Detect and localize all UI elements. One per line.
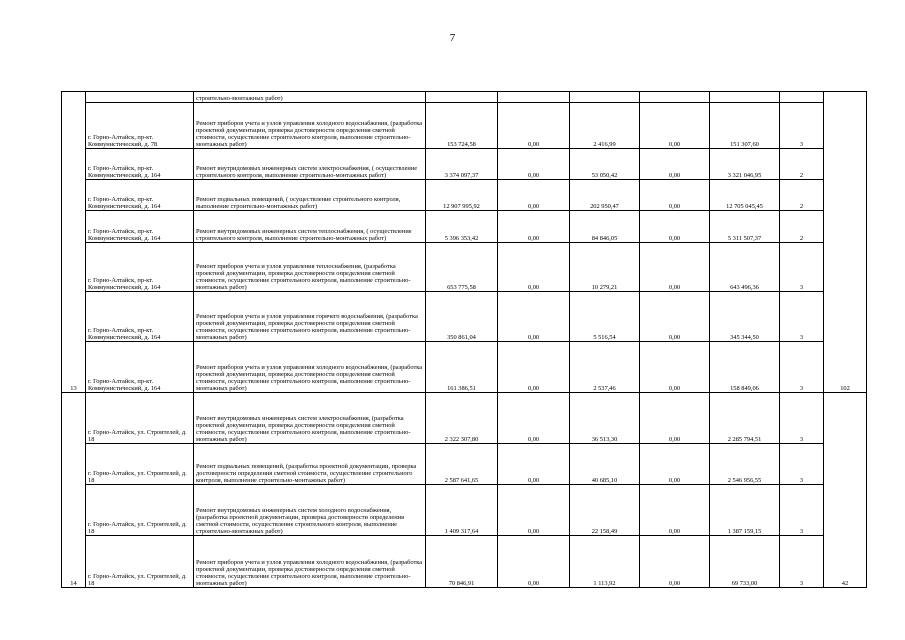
value-cell: 69 733,00 — [710, 536, 780, 588]
table-row — [62, 103, 867, 149]
value-cell: 158 849,06 — [710, 342, 780, 393]
address-cell: г. Горно-Алтайск, пр-кт. Коммунистический, д. 164 — [86, 149, 194, 180]
work-cell: Ремонт приборов учета и узлов управления холодного водоснабжения, (разработка проектной документации, проверка достоверности определения сметной стоимости, осуществление строительного контроля, выполнение строительно-монтажных работ) — [194, 342, 426, 393]
table-row — [62, 243, 867, 292]
term-cell: 3 — [780, 342, 824, 393]
term-cell: 2 — [780, 149, 824, 180]
total-cost-cell — [426, 92, 498, 103]
value-cell: 0,00 — [640, 292, 710, 342]
term-cell — [780, 92, 824, 103]
value-cell: 1 387 159,15 — [710, 485, 780, 536]
address-cell: г. Горно-Алтайск, ул. Строителей, д. 18 — [86, 393, 194, 444]
capital-repair-table — [61, 91, 867, 588]
value-cell: 2 285 794,51 — [710, 393, 780, 444]
value-cell: 53 050,42 — [570, 149, 640, 180]
value-cell: 0,00 — [498, 103, 570, 149]
value-cell: 0,00 — [498, 149, 570, 180]
term-cell: 3 — [780, 292, 824, 342]
total-cost-cell: 653 775,58 — [426, 243, 498, 292]
value-cell: 2 416,99 — [570, 103, 640, 149]
value-cell: 0,00 — [498, 485, 570, 536]
table-row — [62, 393, 867, 444]
value-cell: 36 513,30 — [570, 393, 640, 444]
work-cell: Ремонт внутридомовых инженерных систем электроснабжения, ( осуществление строительного контроля, выполнение строительно-монтажных работ) — [194, 149, 426, 180]
address-cell: г. Горно-Алтайск, ул. Строителей, д. 18 — [86, 536, 194, 588]
total-cost-cell: 1 409 317,64 — [426, 485, 498, 536]
value-cell: 84 846,05 — [570, 211, 640, 243]
work-cell: Ремонт приборов учета и узлов управления теплоснабжения, (разработка проектной документации, проверка достоверности определения сметной стоимости, осуществление строительного контроля, выполнение строительно-монтажных работ) — [194, 243, 426, 292]
value-cell: 0,00 — [498, 342, 570, 393]
value-cell: 22 158,49 — [570, 485, 640, 536]
address-cell: г. Горно-Алтайск, пр-кт. Коммунистический, д. 164 — [86, 292, 194, 342]
address-cell: г. Горно-Алтайск, пр-кт. Коммунистический, д. 78 — [86, 103, 194, 149]
value-cell: 0,00 — [640, 180, 710, 211]
value-cell: 0,00 — [498, 444, 570, 485]
total-cost-cell: 5 396 353,42 — [426, 211, 498, 243]
work-cell: Ремонт внутридомовых инженерных систем теплоснабжения, ( осуществление строительного контроля, выполнение строительно-монтажных работ) — [194, 211, 426, 243]
address-cell: г. Горно-Алтайск, ул. Строителей, д. 18 — [86, 485, 194, 536]
value-cell: 0,00 — [498, 180, 570, 211]
value-cell: 643 496,36 — [710, 243, 780, 292]
value-cell: 0,00 — [640, 103, 710, 149]
work-cell: Ремонт приборов учета и узлов управления холодного водоснабжения, (разработка проектной документации, проверка достоверности определения сметной стоимости, осуществление строительного контроля, выполнение строительно-монтажных работ) — [194, 536, 426, 588]
value-cell: 0,00 — [640, 444, 710, 485]
address-cell: г. Горно-Алтайск, ул. Строителей, д. 18 — [86, 444, 194, 485]
work-cell: Ремонт подвальных помещений, ( осуществление строительного контроля, выполнение строительно-монтажных работ) — [194, 180, 426, 211]
table-row — [62, 92, 867, 103]
work-cell: Ремонт приборов учета и узлов управления холодного водоснабжения, (разработка проектной документации, проверка достоверности определения сметной стоимости, осуществление строительного контроля, выполнение строительно-монтажных работ) — [194, 103, 426, 149]
value-cell: 10 279,21 — [570, 243, 640, 292]
total-cost-cell: 3 374 097,37 — [426, 149, 498, 180]
value-cell: 0,00 — [640, 393, 710, 444]
value-cell — [710, 92, 780, 103]
term-cell: 2 — [780, 180, 824, 211]
term-cell: 3 — [780, 243, 824, 292]
value-cell: 2 537,46 — [570, 342, 640, 393]
term-cell: 3 — [780, 444, 824, 485]
value-cell: 0,00 — [640, 149, 710, 180]
value-cell: 345 344,50 — [710, 292, 780, 342]
value-cell: 0,00 — [498, 292, 570, 342]
value-cell — [498, 92, 570, 103]
total-cost-cell: 350 861,04 — [426, 292, 498, 342]
value-cell: 0,00 — [498, 393, 570, 444]
total-cost-cell: 161 386,51 — [426, 342, 498, 393]
address-cell: г. Горно-Алтайск, пр-кт. Коммунистический, д. 164 — [86, 342, 194, 393]
value-cell: 0,00 — [640, 342, 710, 393]
value-cell: 0,00 — [640, 211, 710, 243]
table-row — [62, 292, 867, 342]
value-cell: 40 685,10 — [570, 444, 640, 485]
address-cell: г. Горно-Алтайск, пр-кт. Коммунистический, д. 164 — [86, 180, 194, 211]
value-cell: 1 113,92 — [570, 536, 640, 588]
work-cell: строительно-монтажных работ) — [194, 92, 426, 103]
table-row — [62, 342, 867, 393]
value-cell — [570, 92, 640, 103]
total-cost-cell: 12 907 995,92 — [426, 180, 498, 211]
total-cost-cell: 153 724,58 — [426, 103, 498, 149]
value-cell: 0,00 — [640, 243, 710, 292]
table-row — [62, 536, 867, 588]
work-cell: Ремонт внутридомовых инженерных систем холодного водоснабжения, (разработка проектной документации, проверка достоверности определения сметной стоимости, осуществление строительного контроля, выполнение строительно-монтажных работ) — [194, 485, 426, 536]
group-number: 14 — [62, 393, 86, 588]
work-cell: Ремонт внутридомовых инженерных систем электроснабжения, (разработка проектной документации, проверка достоверности определения сметной стоимости, осуществление строительного контроля, выполнение строительно-монтажных работ) — [194, 393, 426, 444]
total-cost-cell: 2 322 307,80 — [426, 393, 498, 444]
table-row — [62, 180, 867, 211]
value-cell: 0,00 — [498, 536, 570, 588]
address-cell — [86, 92, 194, 103]
address-cell: г. Горно-Алтайск, пр-кт. Коммунистический, д. 164 — [86, 243, 194, 292]
term-cell: 3 — [780, 393, 824, 444]
work-cell: Ремонт приборов учета и узлов управления горячего водоснабжения, (разработка проектной документации, проверка достоверности определения сметной стоимости, осуществление строительного контроля, выполнение строительно-монтажных работ) — [194, 292, 426, 342]
value-cell: 202 950,47 — [570, 180, 640, 211]
term-cell: 2 — [780, 211, 824, 243]
value-cell: 0,00 — [498, 211, 570, 243]
table-row — [62, 211, 867, 243]
group-count: 42 — [824, 393, 867, 588]
value-cell: 5 311 507,37 — [710, 211, 780, 243]
value-cell: 0,00 — [640, 485, 710, 536]
table-row — [62, 444, 867, 485]
address-cell: г. Горно-Алтайск, пр-кт. Коммунистический, д. 164 — [86, 211, 194, 243]
value-cell: 151 307,60 — [710, 103, 780, 149]
value-cell: 0,00 — [498, 243, 570, 292]
table-row — [62, 485, 867, 536]
value-cell: 2 546 956,55 — [710, 444, 780, 485]
table-row — [62, 149, 867, 180]
work-cell: Ремонт подвальных помещений, (разработка проектной документации, проверка достоверности определения сметной стоимости, осуществление строительного контроля, выполнение строительно-монтажных работ) — [194, 444, 426, 485]
value-cell: 5 516,54 — [570, 292, 640, 342]
value-cell: 12 705 045,45 — [710, 180, 780, 211]
group-number: 13 — [62, 92, 86, 393]
value-cell: 3 321 046,95 — [710, 149, 780, 180]
term-cell: 3 — [780, 536, 824, 588]
term-cell: 3 — [780, 485, 824, 536]
total-cost-cell: 2 587 641,65 — [426, 444, 498, 485]
group-count: 102 — [824, 92, 867, 393]
page-number: 7 — [449, 32, 456, 44]
total-cost-cell: 70 846,91 — [426, 536, 498, 588]
value-cell — [640, 92, 710, 103]
term-cell: 3 — [780, 103, 824, 149]
value-cell: 0,00 — [640, 536, 710, 588]
